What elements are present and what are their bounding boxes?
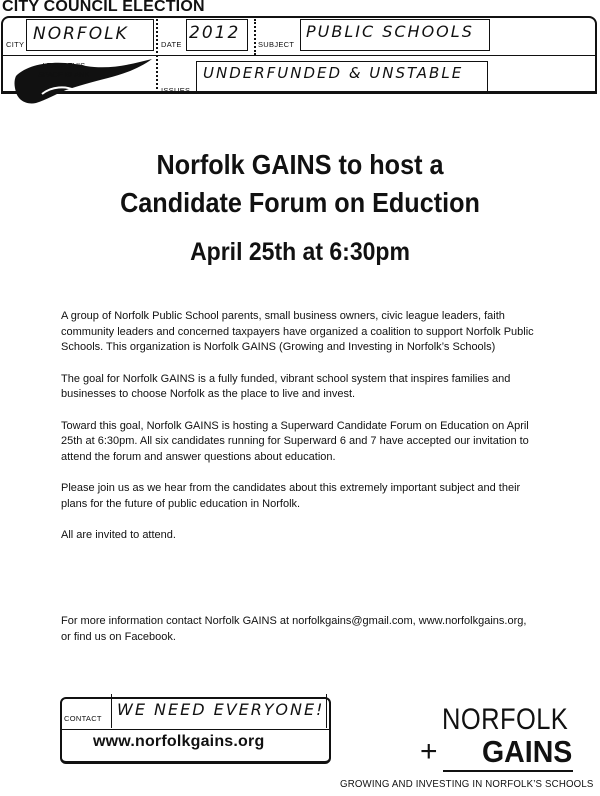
paragraph: Toward this goal, Norfolk GAINS is hosting a Superward Candidate Forum on Education on April 25th at 6:30pm. All six candidates running for Superward 6 and 7 have accepted our invitation to attend the forum and answer questions about education.	[61, 419, 529, 463]
subject-label: SUBJECT	[258, 40, 295, 49]
city-value: NORFOLK	[33, 24, 129, 44]
date-label: DATE	[161, 40, 182, 49]
paragraph: Please join us as we hear from the candidates about this extremely important subject and their plans for the future of public education in Norfolk.	[61, 482, 521, 510]
form-title: CITY COUNCIL ELECTION	[2, 0, 205, 15]
issues-label: ISSUES	[161, 86, 191, 95]
website-url: www.norfolkgains.org	[93, 733, 265, 750]
subject-value: PUBLIC SCHOOLS	[306, 22, 474, 41]
issues-value: UNDERFUNDED & UNSTABLE	[203, 64, 464, 82]
paragraph: All are invited to attend.	[61, 529, 176, 541]
paragraph: The goal for Norfolk GAINS is a fully funded, vibrant school system that inspires families and businesses to choose Norfolk as the place to live and invest.	[61, 372, 511, 400]
city-label: CITY	[6, 40, 25, 49]
logo-rule	[443, 770, 573, 772]
logo-tagline: GROWING AND INVESTING IN NORFOLK’S SCHOOLS	[340, 778, 594, 790]
contact-box-divider	[62, 729, 329, 730]
logo-plus: +	[420, 735, 438, 768]
form-separator	[254, 19, 256, 55]
date-value: 2012	[189, 23, 241, 43]
contact-handwritten: WE NEED EVERYONE!	[117, 700, 325, 719]
body-text	[61, 309, 549, 560]
headline-line-2: Candidate Forum on Eduction	[120, 187, 480, 218]
event-date-time: April 25th at 6:30pm	[190, 238, 410, 266]
headline-line-1: Norfolk GAINS to host a	[156, 149, 444, 180]
logo-gains: GAINS	[482, 734, 573, 769]
paragraph: A group of Norfolk Public School parents, small business owners, civic league leaders, faith community leaders and concerned taxpayers have organized a coalition to support Norfolk Public Schools. This organization is Norfolk GAINS (Growing and Investing in Norfolk’s Schools)	[61, 310, 534, 353]
logo-norfolk: NORFOLK	[442, 703, 569, 736]
contact-label: CONTACT	[64, 714, 102, 723]
headline	[30, 146, 570, 222]
leave-blank-label: LEAVE THIS SPACE BLANK	[38, 61, 90, 79]
contact-info: For more information contact Norfolk GAINS at norfolkgains@gmail.com, www.norfolkgains.org, or find us on Facebook.	[61, 615, 527, 643]
